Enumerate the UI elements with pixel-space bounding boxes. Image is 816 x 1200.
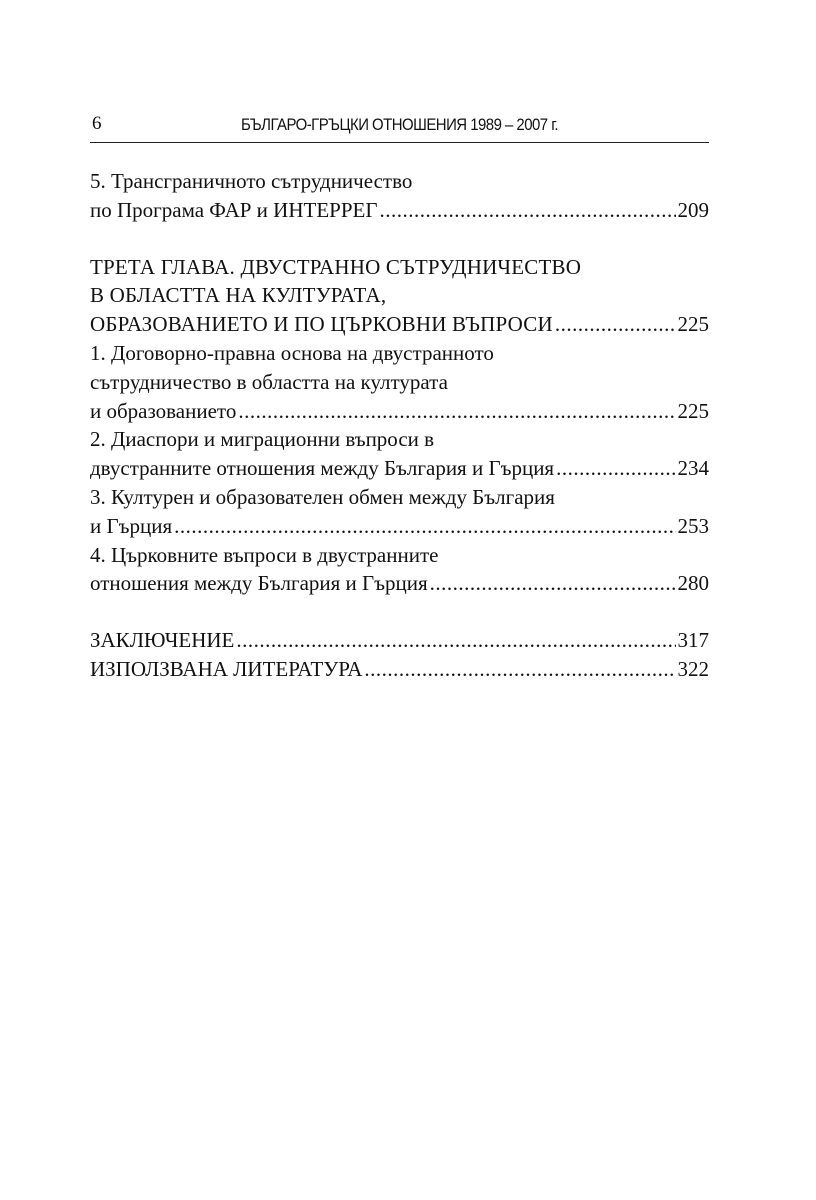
running-title: БЪЛГАРО-ГРЪЦКИ ОТНОШЕНИЯ 1989 – 2007 г. bbox=[241, 115, 558, 134]
toc-page-number: 225 bbox=[677, 312, 709, 337]
toc-entry-item-1 bbox=[90, 339, 709, 425]
toc-entry-conclusion bbox=[90, 626, 709, 655]
chapter-title-line: В ОБЛАСТТА НА КУЛТУРАТА, bbox=[90, 283, 387, 308]
toc-entry-last-line bbox=[90, 310, 709, 339]
toc-entry-last-line bbox=[90, 397, 709, 426]
toc-page-number: 317 bbox=[677, 628, 709, 653]
toc-entry-text: 5. Трансграничното сътрудничество bbox=[90, 169, 413, 193]
toc-page-number: 234 bbox=[677, 456, 709, 481]
dot-leader bbox=[556, 454, 675, 483]
toc-entry-bibliography bbox=[90, 655, 709, 684]
toc-entry-text: 1. Договорно-правна основа на двустранното bbox=[90, 340, 494, 365]
toc-entry-section-5 bbox=[90, 167, 709, 225]
dot-leader bbox=[236, 626, 675, 655]
dot-leader bbox=[174, 512, 675, 541]
toc-entry-text: отношения между България и Гърция bbox=[90, 571, 428, 596]
toc-page-number: 253 bbox=[677, 513, 709, 538]
toc-entry-text: 3. Културен и образователен обмен между България bbox=[90, 484, 555, 509]
toc-entry-text: 4. Църковните въпроси в двустранните bbox=[90, 542, 439, 567]
toc-entry-text: ИЗПОЛЗВАНА ЛИТЕРАТУРА bbox=[90, 656, 363, 681]
toc-entry-text: сътрудничество в областта на културата bbox=[90, 369, 448, 394]
dot-leader bbox=[379, 196, 675, 225]
dot-leader bbox=[364, 655, 675, 684]
book-page bbox=[90, 112, 709, 684]
toc-page-number: 322 bbox=[677, 656, 709, 681]
spacer bbox=[90, 225, 709, 253]
toc-entry-item-2 bbox=[90, 425, 709, 483]
toc-entry-item-3 bbox=[90, 483, 709, 541]
toc-entry-last-line bbox=[90, 196, 709, 225]
chapter-title-line: ТРЕТА ГЛАВА. ДВУСТРАННО СЪТРУДНИЧЕСТВО bbox=[90, 254, 582, 279]
page-number: 6 bbox=[92, 113, 102, 134]
toc-entry-item-4 bbox=[90, 541, 709, 599]
toc-entry-text: и Гърция bbox=[90, 513, 173, 538]
toc-page-number: 225 bbox=[677, 398, 709, 423]
toc-entry-last-line bbox=[90, 569, 709, 598]
toc-entry-last-line bbox=[90, 512, 709, 541]
table-of-contents bbox=[90, 167, 709, 684]
dot-leader bbox=[555, 310, 676, 339]
toc-entry-text: ЗАКЛЮЧЕНИЕ bbox=[90, 628, 235, 653]
spacer bbox=[90, 598, 709, 626]
toc-page-number: 209 bbox=[677, 197, 709, 222]
toc-entry-text: и образованието bbox=[90, 398, 237, 423]
chapter-title-line: ОБРАЗОВАНИЕТО И ПО ЦЪРКОВНИ ВЪПРОСИ bbox=[90, 312, 553, 337]
toc-entry-last-line bbox=[90, 454, 709, 483]
toc-entry-text: по Програма ФАР и ИНТЕРРЕГ bbox=[90, 197, 378, 222]
toc-entry-chapter-3 bbox=[90, 253, 709, 339]
running-head bbox=[90, 112, 709, 143]
dot-leader bbox=[430, 569, 676, 598]
toc-entry-text: двустранните отношения между България и Гърция bbox=[90, 456, 555, 481]
toc-page-number: 280 bbox=[677, 571, 709, 596]
toc-entry-text: 2. Диаспори и миграционни въпроси в bbox=[90, 427, 435, 452]
dot-leader bbox=[238, 397, 675, 426]
